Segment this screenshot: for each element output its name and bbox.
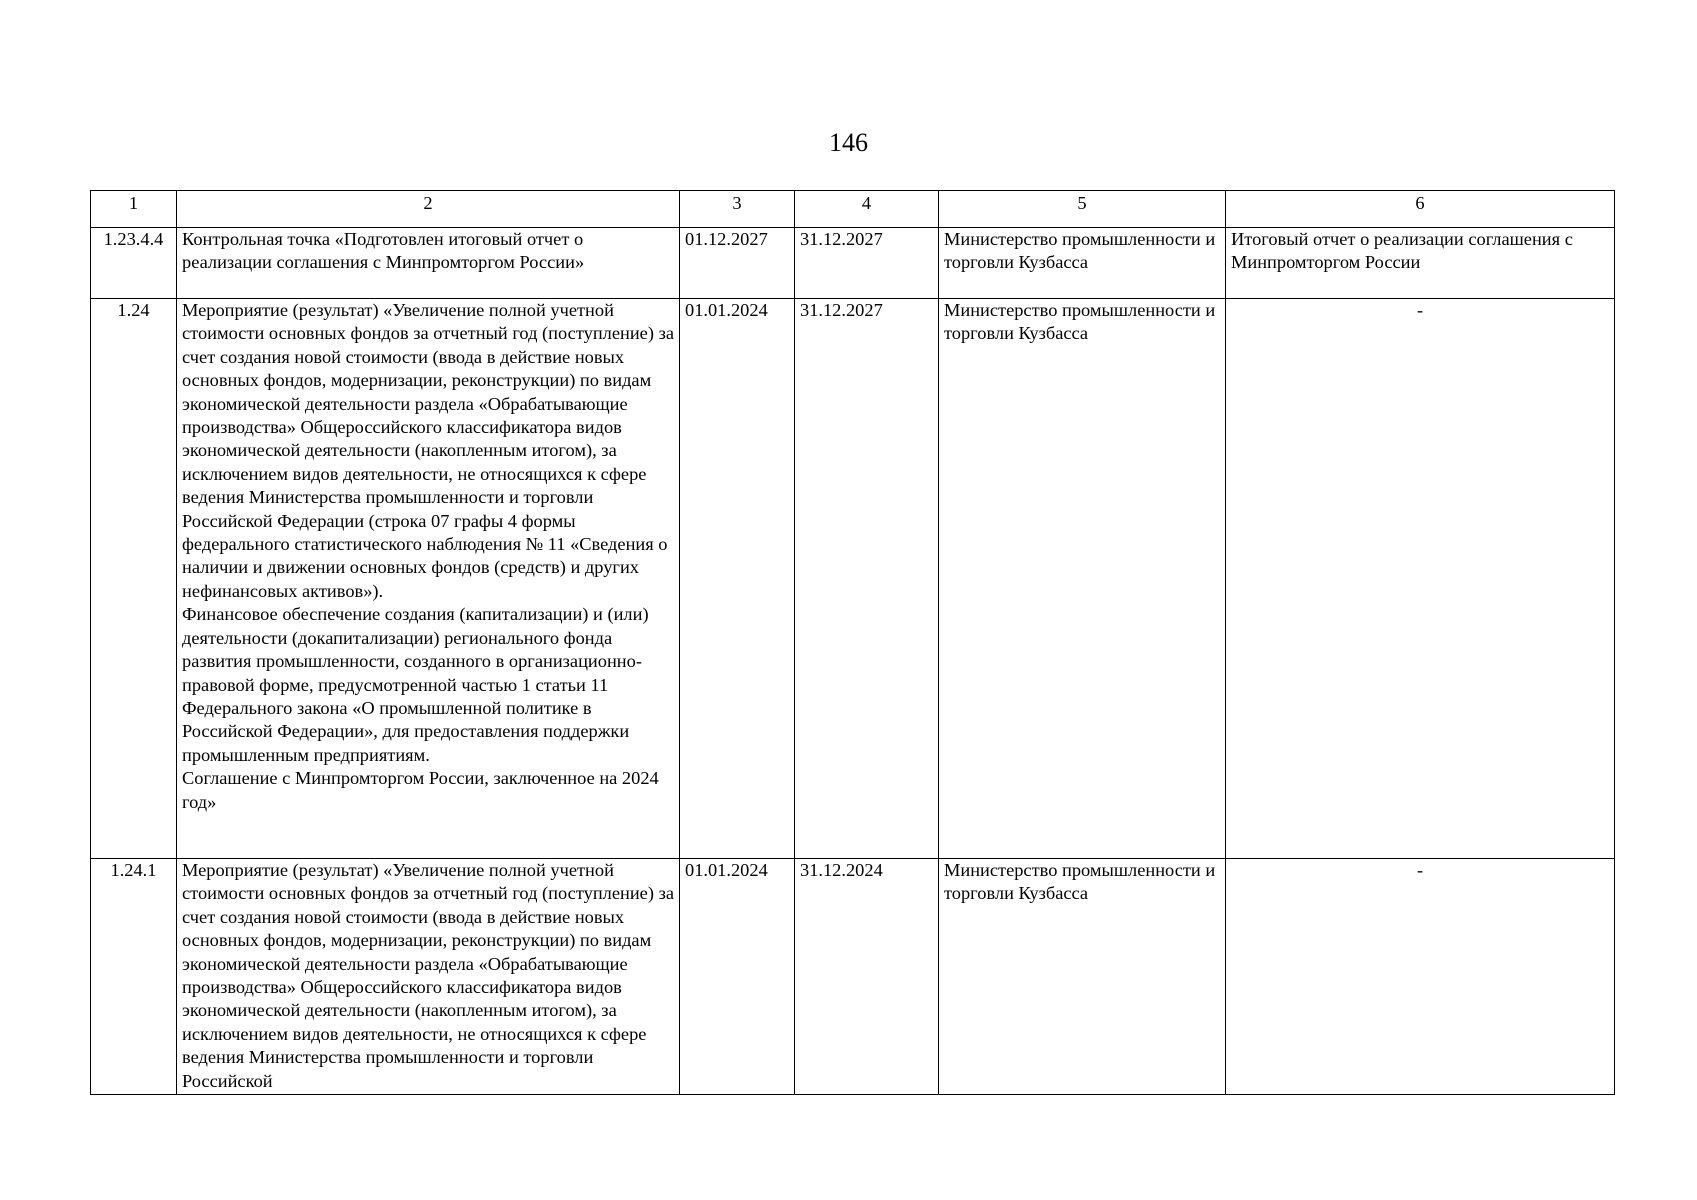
row-description: Контрольная точка «Подготовлен итоговый отчет о реализации соглашения с Минпромторгом России»: [177, 228, 680, 299]
row-responsible: Министерство промышленности и торговли Кузбасса: [939, 299, 1226, 859]
row-responsible: Министерство промышленности и торговли Кузбасса: [939, 228, 1226, 299]
row-responsible: Министерство промышленности и торговли Кузбасса: [939, 859, 1226, 1095]
row-number: 1.24: [91, 299, 177, 859]
table-row: [91, 299, 1615, 859]
row-end-date: 31.12.2024: [795, 859, 939, 1095]
row-description: Мероприятие (результат) «Увеличение полной учетной стоимости основных фондов за отчетный год (поступление) за счет создания новой стоимости (ввода в действие новых основных фондов, модернизации, реконструкции) по видам экономической деятельности раздела «Обрабатывающие производства» Общероссийского классификатора видов экономической деятельности (накопленным итогом), за исключением видов деятельности, не относящихся к сфере ведения Министерства промышленности и торговли Российской Федерации (строка 07 графы 4 формы федерального статистического наблюдения № 11 «Сведения о наличии и движении основных фондов (средств) и других нефинансовых активов»). Финансовое обеспечение создания (капитализации) и (или) деятельности (докапитализации) регионального фонда развития промышленности, созданного в организационно-правовой форме, предусмотренной частью 1 статьи 11 Федерального закона «О промышленной политике в Российской Федерации», для предоставления поддержки промышленным предприятиям. Соглашение с Минпромторгом России, заключенное на 2024 год»: [177, 299, 680, 859]
table-header-row: [91, 191, 1615, 228]
column-header-end-date: 4: [795, 191, 939, 228]
row-result: Итоговый отчет о реализации соглашения с Минпромторгом России: [1226, 228, 1615, 299]
column-header-description: 2: [177, 191, 680, 228]
row-end-date: 31.12.2027: [795, 228, 939, 299]
row-description: Мероприятие (результат) «Увеличение полной учетной стоимости основных фондов за отчетный год (поступление) за счет создания новой стоимости (ввода в действие новых основных фондов, модернизации, реконструкции) по видам экономической деятельности раздела «Обрабатывающие производства» Общероссийского классификатора видов экономической деятельности (накопленным итогом), за исключением видов деятельности, не относящихся к сфере ведения Министерства промышленности и торговли Российской: [177, 859, 680, 1095]
column-header-start-date: 3: [680, 191, 795, 228]
column-header-result: 6: [1226, 191, 1615, 228]
row-start-date: 01.12.2027: [680, 228, 795, 299]
row-result: -: [1226, 859, 1615, 1095]
row-number: 1.24.1: [91, 859, 177, 1095]
row-result: -: [1226, 299, 1615, 859]
row-number: 1.23.4.4: [91, 228, 177, 299]
row-end-date: 31.12.2027: [795, 299, 939, 859]
row-start-date: 01.01.2024: [680, 299, 795, 859]
column-header-responsible: 5: [939, 191, 1226, 228]
table-row: [91, 859, 1615, 1095]
table-row: [91, 228, 1615, 299]
column-header-number: 1: [91, 191, 177, 228]
page-number: 146: [829, 128, 868, 157]
measures-table: [90, 190, 1615, 1095]
row-start-date: 01.01.2024: [680, 859, 795, 1095]
